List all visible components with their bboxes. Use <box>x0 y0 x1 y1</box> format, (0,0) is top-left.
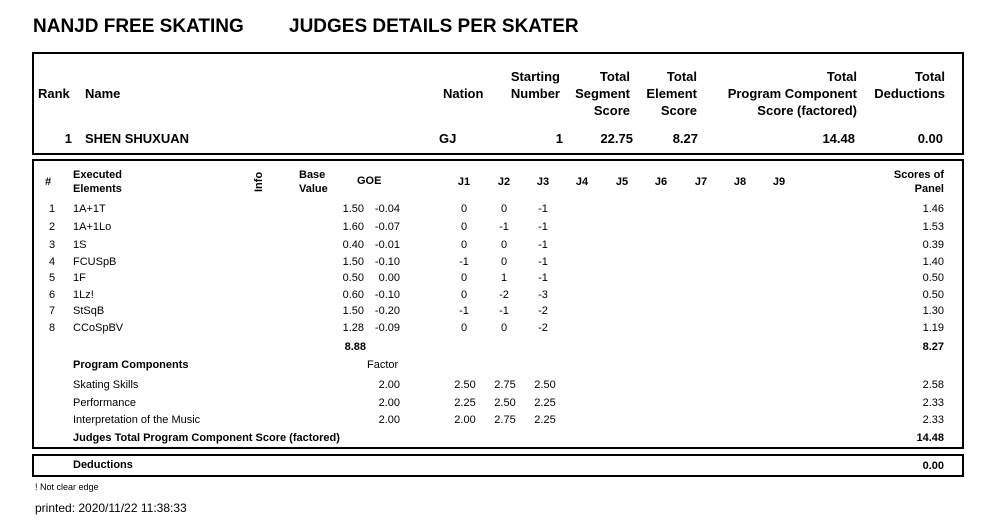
component-panel: 2.33 <box>922 414 944 426</box>
deductions-header: Total Deductions <box>874 69 945 101</box>
element-num: 4 <box>49 256 56 268</box>
j6-header: J6 <box>654 176 668 188</box>
element-j1: 0 <box>460 289 468 301</box>
element-base: 1.60 <box>342 221 364 233</box>
element-num: 6 <box>49 289 56 301</box>
element-panel: 1.30 <box>922 305 944 317</box>
element-j2: 1 <box>500 272 508 284</box>
footnote: ! Not clear edge <box>35 482 99 492</box>
element-name: StSqB <box>73 305 105 317</box>
element-j2: 0 <box>500 322 508 334</box>
element-num: 5 <box>49 272 56 284</box>
element-name: 1F <box>73 272 86 284</box>
element-j2: -1 <box>499 221 509 233</box>
skater-name: SHEN SHUXUAN <box>85 131 190 146</box>
j8-header: J8 <box>733 176 747 188</box>
j1-header: J1 <box>457 176 471 188</box>
num-header: # <box>45 176 52 188</box>
goe-header: GOE <box>357 175 382 187</box>
element-j3: -1 <box>538 272 548 284</box>
component-j2: 2.75 <box>494 379 516 391</box>
element-goe: -0.10 <box>374 256 400 268</box>
component-j1: 2.50 <box>454 379 476 391</box>
component-j2: 2.50 <box>494 397 516 409</box>
component-panel: 2.58 <box>922 379 944 391</box>
element-num: 2 <box>49 221 56 233</box>
element-num: 8 <box>49 322 56 334</box>
tss-header: Total Segment Score <box>575 69 630 118</box>
element-panel: 0.50 <box>922 289 944 301</box>
j7-header: J7 <box>694 176 708 188</box>
component-j1: 2.25 <box>454 397 476 409</box>
rank-header: Rank <box>38 86 70 101</box>
base-value-header: Base Value <box>299 169 328 195</box>
component-factor: 2.00 <box>378 414 400 426</box>
element-j3: -3 <box>538 289 548 301</box>
element-goe: 0.00 <box>378 272 400 284</box>
event-title: NANJD FREE SKATING <box>33 16 244 37</box>
element-panel: 1.19 <box>922 322 944 334</box>
element-j1: 0 <box>460 322 468 334</box>
element-name: FCUSpB <box>73 256 117 268</box>
element-j3: -1 <box>538 256 548 268</box>
element-j3: -2 <box>538 305 548 317</box>
printed-timestamp: printed: 2020/11/22 11:38:33 <box>35 501 187 515</box>
element-goe: -0.20 <box>374 305 400 317</box>
element-panel: 0.39 <box>922 239 944 251</box>
component-j2: 2.75 <box>494 414 516 426</box>
element-j2: -2 <box>499 289 509 301</box>
panel-elements-total: 8.27 <box>922 341 944 353</box>
element-base: 0.60 <box>342 289 364 301</box>
element-j1: 0 <box>460 203 468 215</box>
element-j3: -1 <box>538 203 548 215</box>
skater-starting-number: 1 <box>555 131 563 146</box>
elements-header: Executed Elements <box>73 169 122 195</box>
component-name: Skating Skills <box>73 379 139 391</box>
element-j2: 0 <box>500 239 508 251</box>
nation-header: Nation <box>443 86 484 101</box>
pcs-header: Total Program Component Score (factored) <box>727 69 857 118</box>
base-value-total: 8.88 <box>344 341 366 353</box>
component-name: Performance <box>73 397 136 409</box>
info-header: Info <box>253 171 265 192</box>
element-base: 1.50 <box>342 305 364 317</box>
component-factor: 2.00 <box>378 379 400 391</box>
deductions-value: 0.00 <box>922 460 944 472</box>
component-panel: 2.33 <box>922 397 944 409</box>
element-j1: -1 <box>459 305 469 317</box>
element-name: 1A+1T <box>73 203 106 215</box>
element-j3: -1 <box>538 221 548 233</box>
element-panel: 1.46 <box>922 203 944 215</box>
element-num: 7 <box>49 305 56 317</box>
element-panel: 1.53 <box>922 221 944 233</box>
element-base: 1.50 <box>342 203 364 215</box>
element-base: 0.40 <box>342 239 364 251</box>
deductions-label: Deductions <box>73 459 133 471</box>
j2-header: J2 <box>497 176 511 188</box>
j3-header: J3 <box>536 176 550 188</box>
skater-tes: 8.27 <box>672 131 698 146</box>
pcs-total-value: 14.48 <box>916 432 944 444</box>
panel-header: Scores of Panel <box>893 169 944 195</box>
element-name: CCoSpBV <box>73 322 124 334</box>
factor-header: Factor <box>367 359 399 371</box>
element-j1: 0 <box>460 272 468 284</box>
component-factor: 2.00 <box>378 397 400 409</box>
element-name: 1A+1Lo <box>73 221 112 233</box>
element-goe: -0.04 <box>374 203 400 215</box>
component-j3: 2.25 <box>534 414 556 426</box>
element-j2: -1 <box>499 305 509 317</box>
element-j3: -1 <box>538 239 548 251</box>
skater-pcs: 14.48 <box>822 131 855 146</box>
element-j2: 0 <box>500 256 508 268</box>
tes-header: Total Element Score <box>646 69 697 118</box>
element-num: 3 <box>49 239 56 251</box>
element-base: 0.50 <box>342 272 364 284</box>
element-panel: 1.40 <box>922 256 944 268</box>
element-name: 1Lz! <box>73 289 94 301</box>
element-base: 1.50 <box>342 256 364 268</box>
element-j1: -1 <box>459 256 469 268</box>
j9-header: J9 <box>772 176 786 188</box>
component-j1: 2.00 <box>454 414 476 426</box>
program-components-heading: Program Components <box>73 359 189 371</box>
element-j1: 0 <box>460 221 468 233</box>
j5-header: J5 <box>615 176 629 188</box>
element-j2: 0 <box>500 203 508 215</box>
element-j1: 0 <box>460 239 468 251</box>
element-panel: 0.50 <box>922 272 944 284</box>
skater-deductions: 0.00 <box>917 131 943 146</box>
report-title: JUDGES DETAILS PER SKATER <box>289 16 579 37</box>
component-j3: 2.25 <box>534 397 556 409</box>
starting-number-header: Starting Number <box>510 69 560 101</box>
element-num: 1 <box>49 203 56 215</box>
element-goe: -0.07 <box>374 221 400 233</box>
pcs-total-label: Judges Total Program Component Score (factored) <box>73 432 340 444</box>
skater-tss: 22.75 <box>600 131 633 146</box>
component-name: Interpretation of the Music <box>73 414 201 426</box>
element-base: 1.28 <box>342 322 364 334</box>
skater-rank: 1 <box>64 131 72 146</box>
element-goe: -0.10 <box>374 289 400 301</box>
element-goe: -0.09 <box>374 322 400 334</box>
element-goe: -0.01 <box>374 239 400 251</box>
component-j3: 2.50 <box>534 379 556 391</box>
name-header: Name <box>85 86 121 101</box>
deductions-box <box>32 454 964 477</box>
element-j3: -2 <box>538 322 548 334</box>
element-name: 1S <box>73 239 87 251</box>
j4-header: J4 <box>575 176 589 188</box>
skater-nation: GJ <box>439 131 457 146</box>
